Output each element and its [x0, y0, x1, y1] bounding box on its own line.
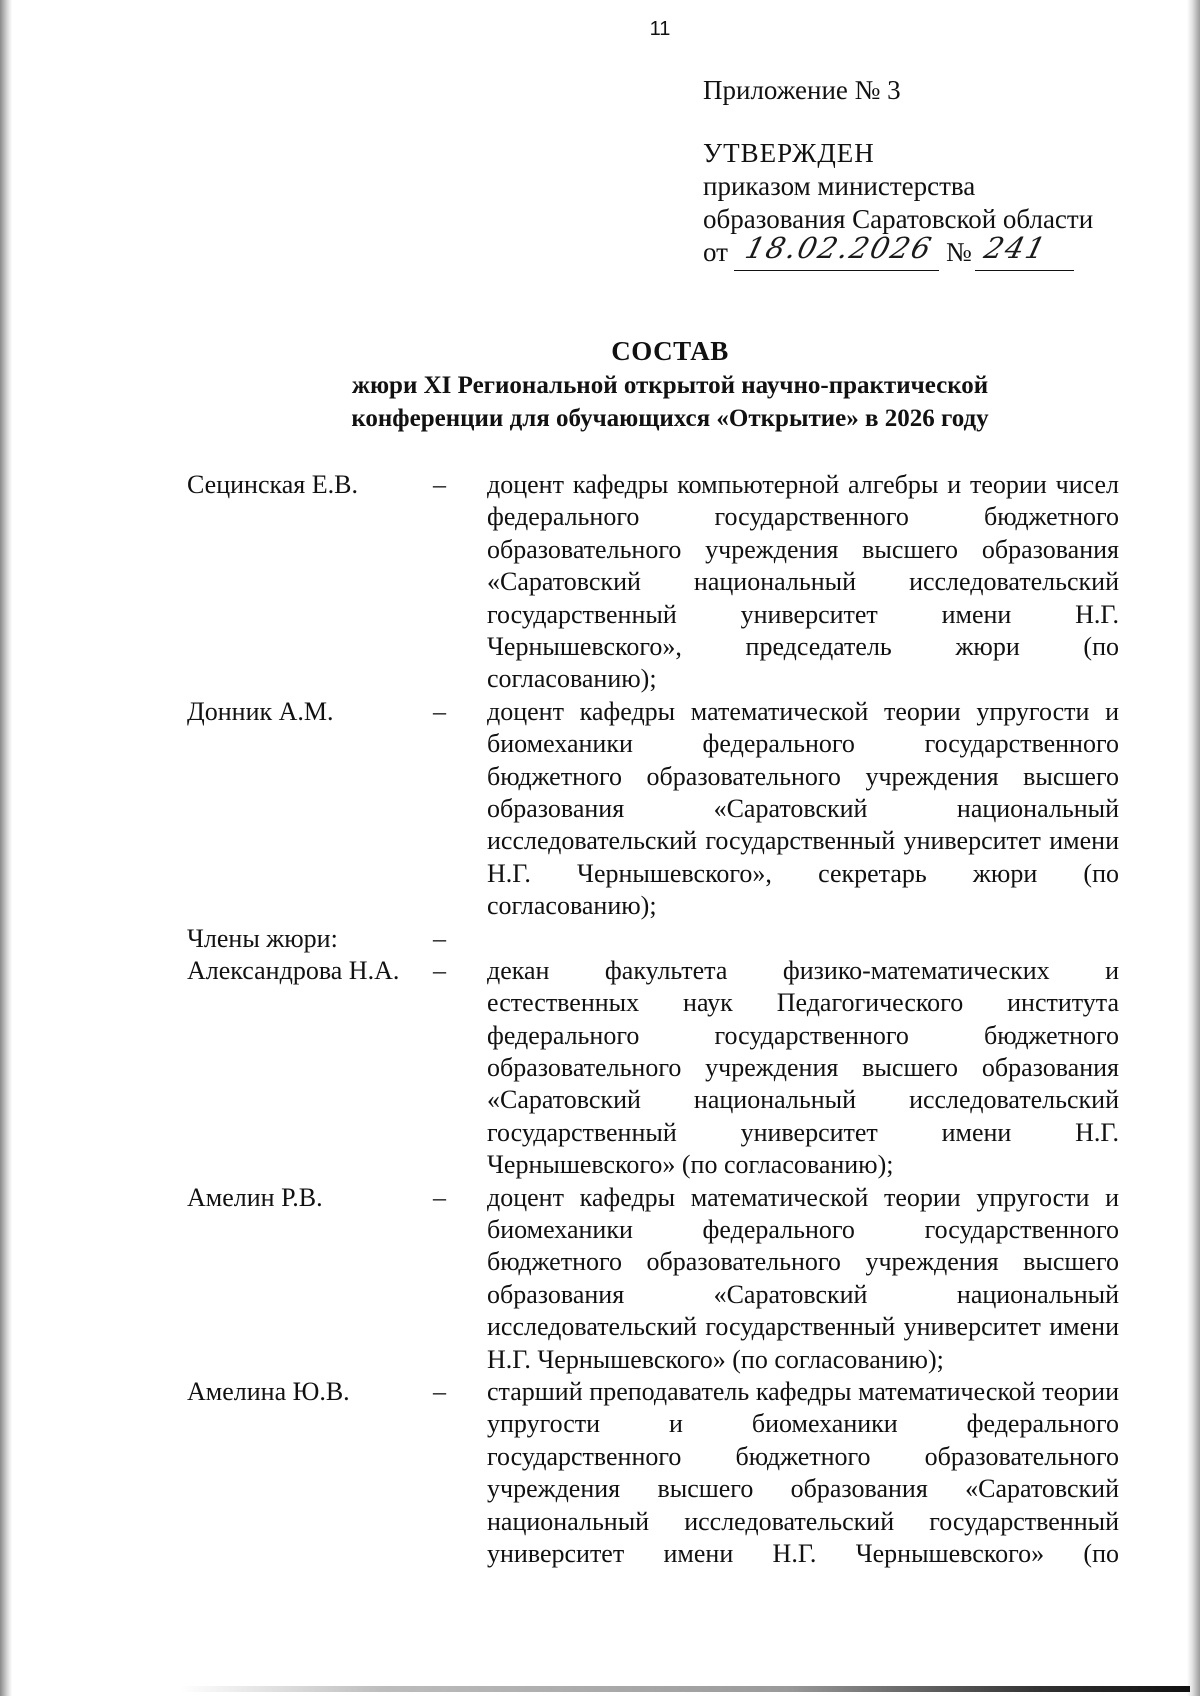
scan-edge-right	[1187, 0, 1200, 1696]
appendix-label: Приложение № 3	[703, 75, 901, 105]
member-name: Амелин Р.В.	[187, 1182, 323, 1212]
approval-line-2: образования Саратовской области	[703, 204, 1094, 234]
approval-line-1: приказом министерства	[703, 171, 976, 201]
member-description: доцент кафедры математической теории упругости и биомеханики федерального государственного бюджетного образовательного учреждения высшего образования «Саратовский национальный исследовательский государственный университет имени Н.Г. Чернышевского» (по согласованию);	[487, 1182, 1119, 1374]
approved-label: УТВЕРЖДЕН	[703, 138, 875, 168]
order-date-field	[734, 231, 939, 271]
document-subtitle-line-2: конференции для обучающихся «Открытие» в 2026 году	[351, 405, 989, 432]
document-subtitle-line-1: жюри XI Региональной открытой научно-практической	[351, 372, 989, 399]
member-description	[487, 923, 1119, 955]
member-description: старший преподаватель кафедры математической теории упругости и биомеханики федерального государственного бюджетного образовательного учреждения высшего образования «Саратовский национальный исследовательский государственный университет имени Н.Г. Чернышевского» (по	[487, 1376, 1119, 1568]
jury-member-list	[187, 469, 1119, 1570]
approval-stamp-block	[703, 74, 1093, 274]
handwritten-number: 241	[980, 231, 1051, 265]
member-name: Амелина Ю.В.	[187, 1376, 350, 1406]
document-title: СОСТАВ	[611, 336, 729, 366]
jury-member-entry	[187, 469, 1119, 696]
members-heading-label: Члены жюри:	[187, 923, 338, 953]
jury-member-entry	[187, 696, 1119, 923]
jury-member-entry	[187, 955, 1119, 1182]
scan-edge-bottom	[180, 1686, 1190, 1692]
jury-members-heading	[187, 923, 1119, 955]
member-dash: –	[433, 696, 446, 726]
member-dash: –	[433, 955, 446, 985]
member-dash: –	[433, 1182, 446, 1212]
member-dash: –	[433, 923, 446, 953]
jury-member-entry	[187, 1182, 1119, 1376]
handwritten-date: 18.02.2026	[741, 231, 937, 265]
member-name: Александрова Н.А.	[187, 955, 400, 985]
member-description: доцент кафедры компьютерной алгебры и теории чисел федерального государственного бюджетного образовательного учреждения высшего образования «Саратовский национальный исследовательский государственный университет имени Н.Г. Чернышевского», председатель жюри (по согласованию);	[487, 470, 1119, 694]
member-description: доцент кафедры математической теории упругости и биомеханики федерального государственного бюджетного образовательного учреждения высшего образования «Саратовский национальный исследовательский государственный университет имени Н.Г. Чернышевского», секретарь жюри (по согласованию);	[487, 696, 1119, 921]
member-dash: –	[433, 1376, 446, 1406]
order-number-field	[975, 231, 1074, 271]
scan-edge-left	[0, 0, 12, 1696]
order-date-number-line	[703, 231, 1093, 274]
document-title-block	[250, 333, 1090, 435]
member-name: Донник А.М.	[187, 696, 334, 726]
page-number: 11	[649, 18, 671, 40]
from-label: от	[703, 237, 728, 267]
jury-member-entry	[187, 1376, 1119, 1570]
member-name: Сецинская Е.В.	[187, 470, 358, 499]
member-description: декан факультета физико-математических и естественных наук Педагогического института федерального государственного бюджетного образовательного учреждения высшего образования «Саратовский национальный исследовательский государственный университет имени Н.Г. Чернышевского» (по согласованию);	[487, 955, 1119, 1180]
number-label: №	[946, 237, 972, 267]
member-dash: –	[433, 470, 446, 499]
